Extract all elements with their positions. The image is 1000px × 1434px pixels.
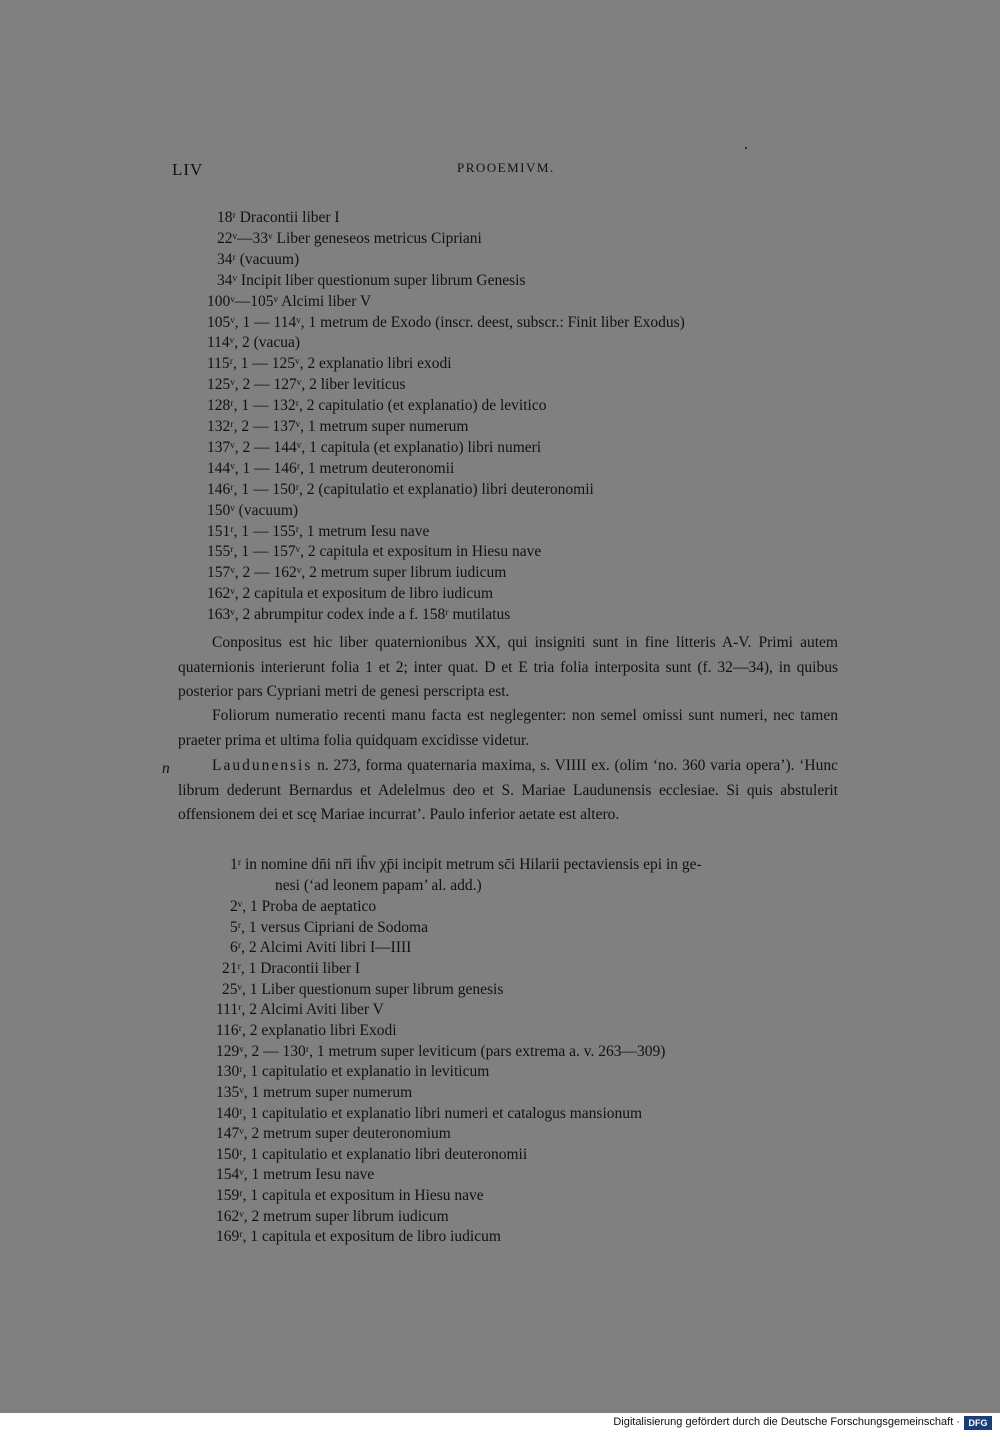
contents-entry: 105ᵛ, 1 — 114ᵛ, 1 metrum de Exodo (inscr. deest, subscr.: Finit liber Exodus)	[207, 313, 685, 331]
contents-entry: 130ʳ, 1 capitulatio et explanatio in leviticum	[216, 1063, 490, 1081]
contents-entry: 154ᵛ, 1 metrum Iesu nave	[216, 1166, 375, 1184]
contents-entry: 132ʳ, 2 — 137ᵛ, 1 metrum super numerum	[207, 418, 469, 435]
contents-entry: 22ᵛ—33ᵛ Liber geneseos metricus Cipriani	[217, 229, 482, 247]
contents-entry: 146ʳ, 1 — 150ʳ, 2 (capitulatio et explanatio) libri deuteronomii	[207, 480, 594, 498]
description-paragraph-3	[178, 754, 838, 828]
contents-entry: 162ᵛ, 2 capitula et expositum de libro iudicum	[207, 585, 494, 603]
contents-entry: 114ᵛ, 2 (vacua)	[207, 334, 301, 352]
footer-credit: Digitalisierung gefördert durch die Deutsche Forschungsgemeinschaft ·	[613, 1416, 960, 1428]
dfg-logo: DFG	[964, 1416, 992, 1430]
siglum-margin: n	[162, 760, 170, 777]
contents-entry: 18ʳ Dracontii liber I	[217, 209, 340, 226]
contents-entry: 135ᵛ, 1 metrum super numerum	[216, 1083, 413, 1101]
contents-entry: 2ᵛ, 1 Proba de aeptatico	[230, 898, 377, 915]
contents-entry: 140ʳ, 1 capitulatio et explanatio libri numeri et catalogus mansionum	[216, 1104, 643, 1122]
contents-entry: 137ᵛ, 2 — 144ᵛ, 1 capitula (et explanatio) libri numeri	[207, 438, 542, 456]
contents-entry: 5ʳ, 1 versus Cipriani de Sodoma	[230, 918, 428, 936]
contents-entry: 163ᵛ, 2 abrumpitur codex inde a f. 158ʳ mutilatus	[207, 606, 511, 624]
contents-entry: 34ʳ (vacuum)	[217, 250, 300, 268]
page-number: LIV	[172, 160, 204, 179]
contents-entry: 25ᵛ, 1 Liber questionum super librum genesis	[222, 980, 504, 998]
contents-entry: 116ʳ, 2 explanatio libri Exodi	[216, 1021, 397, 1039]
contents-entry: 151ʳ, 1 — 155ʳ, 1 metrum Iesu nave	[207, 522, 430, 540]
contents-entry: 21ʳ, 1 Dracontii liber I	[222, 959, 361, 977]
contents-entry: 111ʳ, 2 Alcimi Aviti liber V	[216, 1001, 384, 1019]
contents-entry: 159ʳ, 1 capitula et expositum in Hiesu nave	[216, 1187, 484, 1205]
description-paragraph-2	[178, 704, 838, 753]
contents-entry: 125ᵛ, 2 — 127ᵛ, 2 liber leviticus	[207, 376, 406, 394]
contents-entry: 144ᵛ, 1 — 146ʳ, 1 metrum deuteronomii	[207, 459, 455, 477]
contents-entry: 128ʳ, 1 — 132ʳ, 2 capitulatio (et explanatio) de levitico	[207, 397, 547, 415]
contents-entry: 157ᵛ, 2 — 162ᵛ, 2 metrum super librum iudicum	[207, 564, 507, 582]
paragraph-text: Foliorum numeratio recenti manu facta est neglegenter: non semel omissi sunt numeri, nec tamen praeter prima et ultima folia quidquam excidisse videtur.	[178, 707, 838, 749]
contents-entry: 162ᵛ, 2 metrum super librum iudicum	[216, 1207, 449, 1225]
contents-entry: 147ᵛ, 2 metrum super deuteronomium	[216, 1125, 451, 1143]
contents-entry: 169ʳ, 1 capitula et expositum de libro iudicum	[216, 1228, 501, 1246]
running-title: PROOEMIVM.	[457, 160, 555, 175]
contents-entry: 155ʳ, 1 — 157ᵛ, 2 capitula et expositum in Hiesu nave	[207, 543, 542, 561]
paragraph-text: n. 273, forma quaternaria maxima, s. VIIII ex. (olim ‘no. 360 varia opera’). ‘Hunc librum dederunt Bernardus et Adelelmus deo et S. Mariae Laudunensis ecclesiae. Si quis abstulerit offensionem dei et scę Mariae incurrat’. Paulo inferior aetate est altero.	[178, 757, 838, 823]
contents-entry: 150ᵛ (vacuum)	[207, 501, 299, 519]
contents-entry-continuation: nesi (‘ad leonem papam’ al. add.)	[275, 877, 482, 894]
contents-entry: 1ʳ in nomine dn̄i nr̄i ih̄v χp̄i incipit metrum sc̄i Hilarii pectaviensis epi in ge-	[230, 856, 702, 873]
contents-entry: 129ᵛ, 2 — 130ʳ, 1 metrum super leviticum (pars extrema a. v. 263—309)	[216, 1042, 666, 1060]
contents-entry: 100ᵛ—105ᵛ Alcimi liber V	[207, 292, 372, 310]
contents-entry: 115ʳ, 1 — 125ᵛ, 2 explanatio libri exodi	[207, 355, 452, 373]
contents-entry: 6ʳ, 2 Alcimi Aviti libri I—IIII	[230, 939, 412, 957]
manuscript-name: Laudunensis	[212, 757, 313, 774]
page-header	[172, 160, 822, 184]
description-paragraph-1	[178, 631, 838, 705]
paragraph-text: Conpositus est hic liber quaternionibus XX, qui insigniti sunt in fine litteris A-V. Primi autem quaternionis interierunt folia 1 et 2; inter quat. D et E tria folia interposita sunt (f. 32—34), in quibus posterior pars Cypriani metri de genesi perscripta est.	[178, 634, 838, 700]
contents-entry: 150ʳ, 1 capitulatio et explanatio libri deuteronomii	[216, 1145, 528, 1163]
speck-mark	[745, 147, 747, 149]
contents-entry: 34ᵛ Incipit liber questionum super librum Genesis	[217, 271, 526, 289]
digitization-footer	[0, 1413, 1000, 1434]
